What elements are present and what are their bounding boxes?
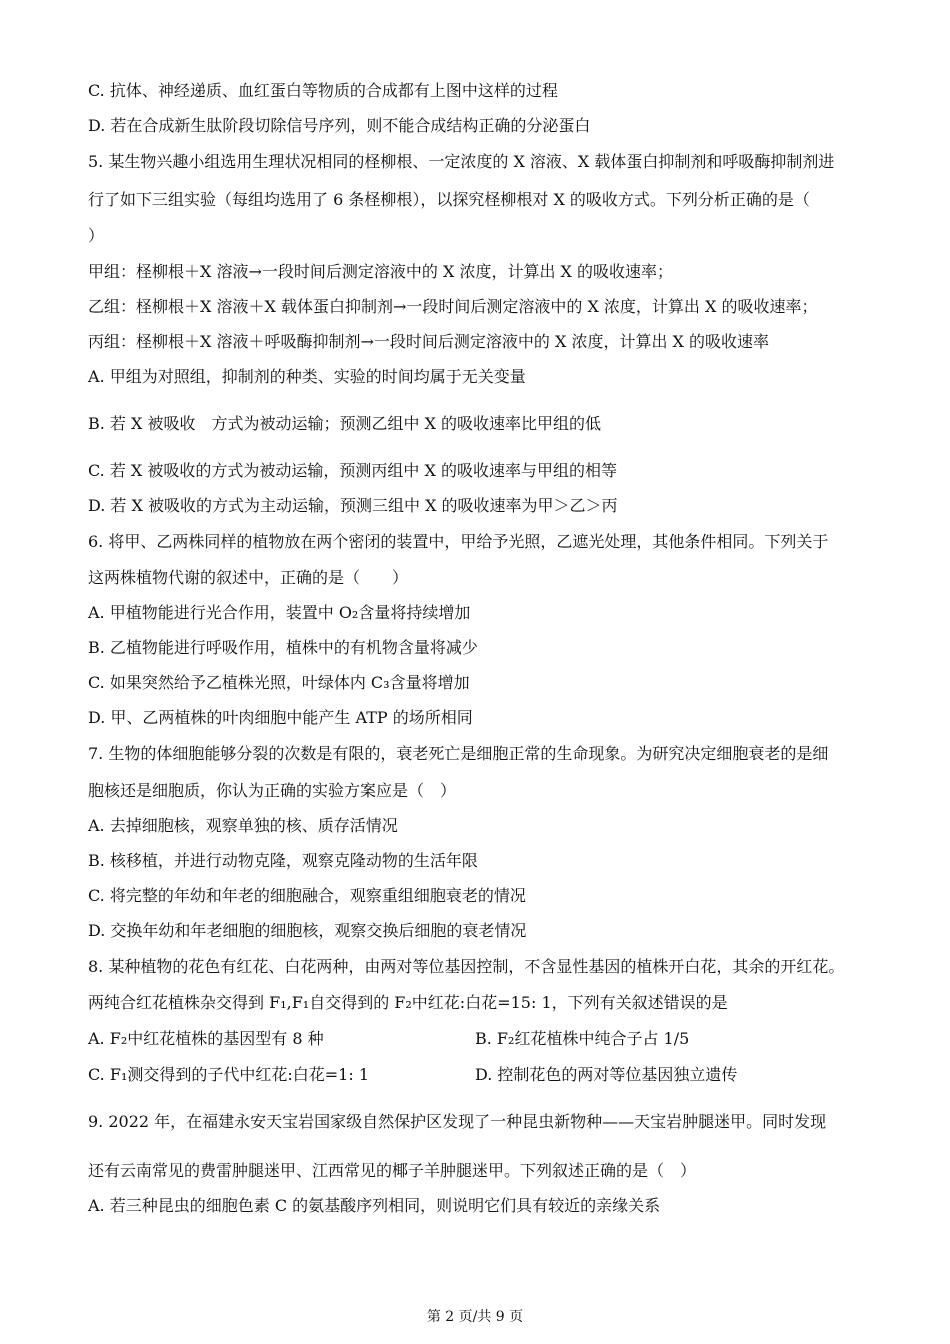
option-b-q7: B. 核移植，并进行动物克隆，观察克隆动物的生活年限 [88,851,478,870]
option-a-q8: A. F₂中红花植株的基因型有 8 种 [88,1029,324,1048]
option-c-q5: C. 若 X 被吸收的方式为被动运输，预测丙组中 X 的吸收速率与甲组的相等 [88,461,617,480]
question-7-line-1: 7. 生物的体细胞能够分裂的次数是有限的，衰老死亡是细胞正常的生命现象。为研究决定细胞衰老的是细 [88,744,829,763]
question-5-line-2: 行了如下三组实验（每组均选用了 6 条柽柳根），以探究柽柳根对 X 的吸收方式。下列分析正确的是（ [88,190,810,209]
option-b-q6: B. 乙植物能进行呼吸作用，植株中的有机物含量将减少 [88,638,478,657]
option-b-q8: B. F₂红花植株中纯合子占 1/5 [475,1029,690,1048]
option-a-q5: A. 甲组为对照组，抑制剂的种类、实验的时间均属于无关变量 [88,367,526,386]
option-d-q7: D. 交换年幼和年老细胞的细胞核，观察交换后细胞的衰老情况 [88,921,527,940]
option-d-q5: D. 若 X 被吸收的方式为主动运输，预测三组中 X 的吸收速率为甲＞乙＞丙 [88,496,618,515]
option-c-q7: C. 将完整的年幼和年老的细胞融合，观察重组细胞衰老的情况 [88,886,526,905]
question-5-line-1: 5. 某生物兴趣小组选用生理状况相同的柽柳根、一定浓度的 X 溶液、X 载体蛋白抑制剂和呼吸酶抑制剂进 [88,152,835,171]
group-yi: 乙组：柽柳根＋X 溶液＋X 载体蛋白抑制剂→一段时间后测定溶液中的 X 浓度，计算出 X 的吸收速率； [88,297,818,316]
question-9-line-2: 还有云南常见的费雷肿腿迷甲、江西常见的椰子羊肿腿迷甲。下列叙述正确的是（ ） [88,1161,697,1180]
question-7-line-2: 胞核还是细胞质，你认为正确的实验方案应是（ ） [88,781,457,800]
option-c-q8: C. F₁测交得到的子代中红花:白花=1: 1 [88,1065,369,1084]
option-d-q6: D. 甲、乙两植株的叶肉细胞中能产生 ATP 的场所相同 [88,708,473,727]
option-d-q8: D. 控制花色的两对等位基因独立遗传 [475,1065,738,1084]
option-b-q5: B. 若 X 被吸收 方式为被动运输；预测乙组中 X 的吸收速率比甲组的低 [88,414,602,433]
question-6-line-2: 这两株植物代谢的叙述中，正确的是（ ） [88,568,409,587]
option-a-q6: A. 甲植物能进行光合作用，装置中 O₂含量将持续增加 [88,603,471,622]
group-jia: 甲组：柽柳根＋X 溶液→一段时间后测定溶液中的 X 浓度，计算出 X 的吸收速率； [88,262,674,281]
question-5-line-3: ） [88,226,105,245]
question-8-line-2: 两纯合红花植株杂交得到 F₁,F₁自交得到的 F₂中红花:白花=15: 1，下列有关叙述错误的是 [88,993,728,1012]
group-bing: 丙组：柽柳根＋X 溶液＋呼吸酶抑制剂→一段时间后测定溶液中的 X 浓度，计算出 X 的吸收速率 [88,332,770,351]
option-a-q9: A. 若三种昆虫的细胞色素 C 的氨基酸序列相同，则说明它们具有较近的亲缘关系 [88,1196,661,1215]
option-d-q4: D. 若在合成新生肽阶段切除信号序列，则不能合成结构正确的分泌蛋白 [88,116,591,135]
page-number: 第 2 页/共 9 页 [426,1309,524,1325]
option-a-q7: A. 去掉细胞核，观察单独的核、质存活情况 [88,816,398,835]
question-9-line-1: 9. 2022 年，在福建永安天宝岩国家级自然保护区发现了一种昆虫新物种——天宝岩肿腿迷甲。同时发现 [88,1112,827,1131]
option-c-q6: C. 如果突然给予乙植株光照，叶绿体内 C₃含量将增加 [88,673,470,692]
option-c-q4: C. 抗体、神经递质、血红蛋白等物质的合成都有上图中这样的过程 [88,81,558,100]
question-6-line-1: 6. 将甲、乙两株同样的植物放在两个密闭的装置中，甲给予光照，乙遮光处理，其他条件相同。下列关于 [88,532,829,551]
question-8-line-1: 8. 某种植物的花色有红花、白花两种，由两对等位基因控制，不含显性基因的植株开白花，其余的开红花。 [88,957,845,976]
